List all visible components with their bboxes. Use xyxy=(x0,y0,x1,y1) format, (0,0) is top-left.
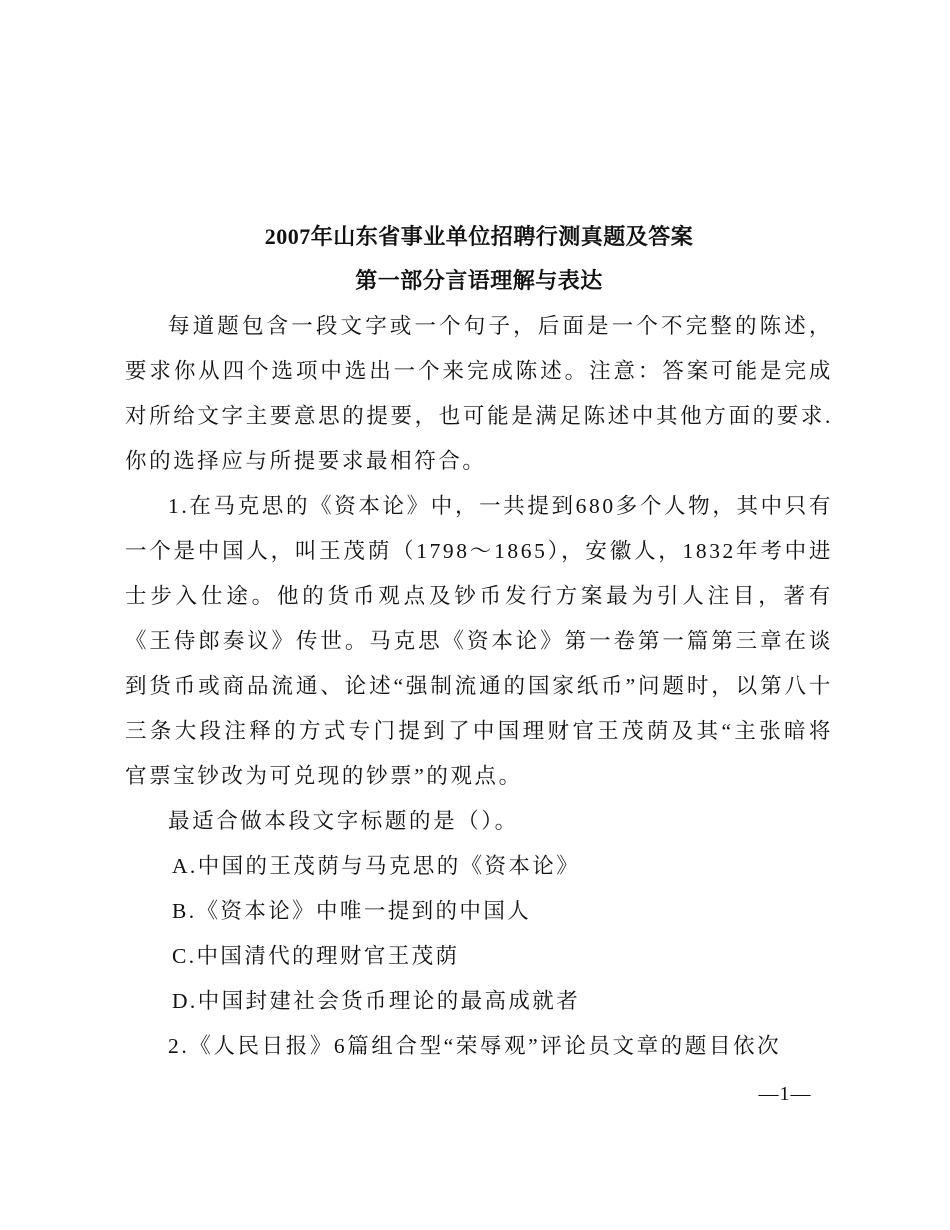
document-body xyxy=(125,304,833,1069)
page-number: —1— xyxy=(758,1083,812,1105)
question-1-passage: 1.在马克思的《资本论》中，一共提到680多个人物，其中只有一个是中国人，叫王茂荫（1798～1865），安徽人，1832年考中进士步入仕途。他的货币观点及钞币发行方案最为引人注目，著有《王侍郎奏议》传世。马克思《资本论》第一卷第一篇第三章在谈到货币或商品流通、论述“强制流通的国家纸币”问题时，以第八十三条大段注释的方式专门提到了中国理财官王茂荫及其“主张暗将官票宝钞改为可兑现的钞票”的观点。 xyxy=(125,494,833,788)
question-1-option-d: D.中国封建社会货币理论的最高成就者 xyxy=(172,989,581,1013)
instructions-paragraph: 每道题包含一段文字或一个句子，后面是一个不完整的陈述，要求你从四个选项中选出一个来完成陈述。注意：答案可能是完成对所给文字主要意思的提要，也可能是满足陈述中其他方面的要求.你的选择应与所提要求最相符合。 xyxy=(125,314,833,473)
question-1-option-b: B.《资本论》中唯一提到的中国人 xyxy=(172,899,532,923)
section-title: 第一部分言语理解与表达 xyxy=(355,268,603,293)
question-1-option-c: C.中国清代的理财官王茂荫 xyxy=(172,944,460,968)
question-1-prompt: 最适合做本段文字标题的是（）。 xyxy=(168,809,519,833)
document-title: 2007年山东省事业单位招聘行测真题及答案 xyxy=(264,224,694,249)
question-2-start: 2.《人民日报》6篇组合型“荣辱观”评论员文章的题目依次 xyxy=(168,1034,782,1058)
question-1-option-a: A.中国的王茂荫与马克思的《资本论》 xyxy=(172,854,581,878)
